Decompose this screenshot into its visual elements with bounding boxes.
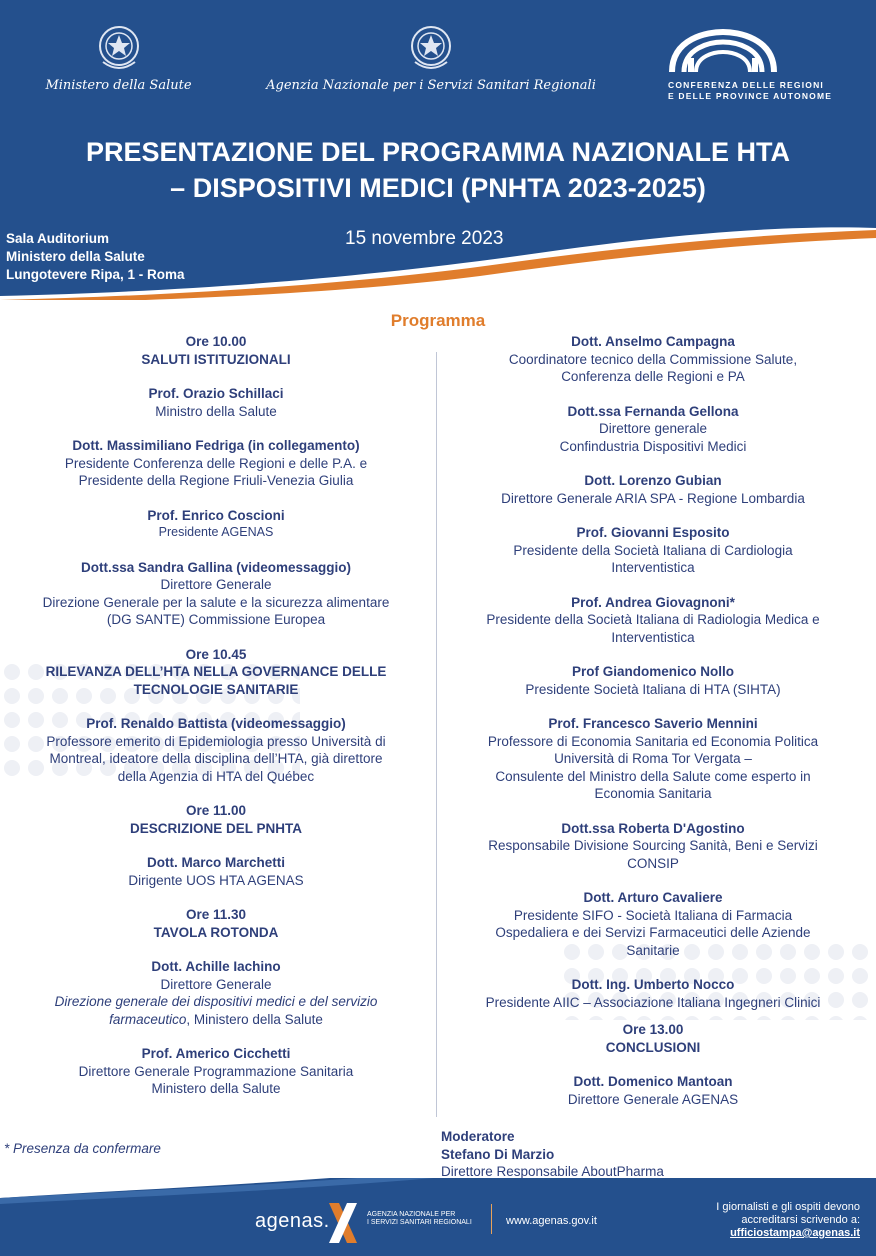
speaker-name: Dott. Ing. Umberto Nocco (571, 977, 735, 992)
title-line2: – DISPOSITIVI MEDICI (PNHTA 2023-2025) (170, 173, 706, 203)
session-time: Ore 10.00 (185, 334, 247, 349)
italian-emblem-icon (95, 22, 143, 74)
speaker-role: Responsabile Divisione Sourcing Sanità, Beni e Servizi (488, 838, 818, 853)
speaker-gubian (446, 472, 860, 507)
session-descrizione (4, 802, 428, 837)
speaker-role: Confindustria Dispositivi Medici (559, 438, 747, 454)
conferenza-caption-line2: E DELLE PROVINCE AUTONOME (668, 91, 833, 101)
session-title: DESCRIZIONE DEL PNHTA (129, 820, 302, 836)
footer-separator (491, 1204, 492, 1234)
event-date: 15 novembre 2023 (345, 228, 504, 249)
speaker-name: Dott.ssa Fernanda Gellona (567, 403, 739, 419)
speaker-name: Dott.ssa Roberta D'Agostino (561, 820, 745, 836)
conferenza-arches-icon (668, 28, 778, 76)
conferenza-logo (668, 28, 863, 102)
speaker-role: Professore di Economia Sanitaria ed Economia Politica (487, 733, 819, 749)
speaker-gellona (446, 403, 860, 456)
speaker-name: Prof. Giovanni Esposito (576, 525, 730, 540)
speaker-role-plain: , Ministero della Salute (186, 1011, 323, 1027)
speaker-role: Presidente Conferenza delle Regioni e delle P.A. e (64, 455, 368, 471)
speaker-role: CONSIP (627, 855, 679, 871)
speaker-role: Presidente della Regione Friuli-Venezia Giulia (78, 473, 354, 488)
speaker-name: Prof. Andrea Giovagnoni* (571, 594, 735, 610)
agenzia-caption: Agenzia Nazionale per i Servizi Sanitari Regionali (266, 78, 596, 93)
speaker-gallina (4, 559, 428, 629)
speaker-cicchetti (4, 1045, 428, 1098)
page-title (0, 134, 876, 206)
speaker-role: della Agenzia di HTA del Québec (117, 768, 315, 784)
speaker-role: Interventistica (611, 560, 695, 575)
speaker-name: Dott. Achille Iachino (151, 959, 281, 974)
agenas-full-line2: I SERVIZI SANITARI REGIONALI (367, 1219, 472, 1226)
footer-url-link[interactable]: www.agenas.gov.it (506, 1215, 597, 1227)
speaker-battista (4, 715, 428, 785)
speaker-name: Prof Giandomenico Nollo (571, 664, 734, 679)
session-tavola-rotonda (4, 906, 428, 941)
speaker-role: Professore emerito di Epidemiologia presso Università di (46, 733, 386, 749)
speaker-schillaci (4, 385, 428, 420)
speaker-role: Presidente della Società Italiana di Cardiologia (513, 542, 793, 558)
speaker-role: Direttore Generale ARIA SPA - Regione Lombardia (501, 490, 805, 506)
agenas-x-icon (325, 1201, 361, 1245)
speaker-role: Presidente AIIC – Associazione Italiana Ingegneri Clinici (485, 994, 821, 1010)
speaker-role: (DG SANTE) Commissione Europea (106, 612, 326, 627)
speaker-role: Ministro della Salute (155, 403, 277, 419)
speaker-role: Direttore Generale AGENAS (567, 1091, 739, 1107)
speaker-nocco (446, 976, 860, 1011)
session-rilevanza (4, 646, 428, 699)
speaker-cavaliere (446, 889, 860, 959)
speaker-role: Direzione generale dei dispositivi medici e del servizio (54, 994, 378, 1009)
speaker-role: Università di Roma Tor Vergata – (554, 751, 752, 766)
footer-note-line2: accreditarsi scrivendo a: (741, 1214, 860, 1226)
session-title: RILEVANZA DELL’HTA NELLA GOVERNANCE DELLE (45, 664, 387, 679)
speaker-name: Dott. Arturo Cavaliere (583, 890, 723, 905)
speaker-role: Sanitarie (626, 942, 680, 958)
venue-line2: Ministero della Salute (6, 249, 145, 264)
speaker-role: Coordinatore tecnico della Commissione Salute, (508, 351, 798, 367)
speaker-mantoan (446, 1073, 860, 1108)
programma-heading: Programma (390, 311, 486, 330)
ministero-caption: Ministero della Salute (45, 78, 192, 93)
agenas-full-line1: AGENZIA NAZIONALE PER (367, 1211, 456, 1218)
italian-emblem-icon (407, 22, 455, 74)
speaker-name: Prof. Orazio Schillaci (148, 386, 284, 401)
column-divider (436, 352, 437, 1117)
footer-accreditation-note (650, 1201, 860, 1240)
speaker-role: Direttore Generale (160, 577, 272, 592)
speaker-name: Prof. Renaldo Battista (videomessaggio) (86, 716, 346, 731)
conferenza-caption-line1: CONFERENZA DELLE REGIONI (668, 80, 824, 90)
title-line1: PRESENTAZIONE DEL PROGRAMMA NAZIONALE HTA (85, 137, 790, 167)
speaker-iachino (4, 958, 428, 1028)
speaker-role-line (4, 1011, 428, 1029)
session-title: TECNOLOGIE SANITARIE (133, 681, 299, 697)
speaker-name: Prof. Enrico Coscioni (147, 507, 285, 523)
session-time: Ore 11.30 (185, 907, 247, 922)
speaker-name: Prof. Francesco Saverio Mennini (548, 716, 758, 731)
venue-line3: Lungotevere Ripa, 1 - Roma (6, 267, 185, 282)
speaker-role: Presidente AGENAS (158, 525, 274, 539)
speaker-name: Dott. Domenico Mantoan (573, 1074, 733, 1089)
moderator-block (441, 1128, 664, 1181)
footer-note-line1: I giornalisti e gli ospiti devono (716, 1201, 860, 1213)
session-time: Ore 10.45 (185, 646, 247, 662)
moderator-name: Stefano Di Marzio (441, 1146, 555, 1162)
speaker-role: Consulente del Ministro della Salute come esperto in (495, 768, 811, 784)
speaker-esposito (446, 524, 860, 577)
speaker-role: Direttore Generale Programmazione Sanitaria (78, 1063, 354, 1079)
speaker-role: Ministero della Salute (151, 1081, 281, 1096)
speaker-role: Presidente della Società Italiana di Radiologia Medica e (486, 612, 820, 627)
speaker-role: Direttore Generale (160, 976, 272, 992)
ministero-logo (26, 22, 211, 93)
speaker-name: Prof. Americo Cicchetti (141, 1046, 291, 1061)
speaker-role: Direzione Generale per la salute e la sicurezza alimentare (42, 594, 390, 610)
speaker-nollo (446, 663, 860, 698)
venue-line1: Sala Auditorium (6, 231, 110, 246)
press-email-link[interactable]: ufficiostampa@agenas.it (730, 1227, 860, 1239)
speaker-name: Dott. Lorenzo Gubian (584, 473, 722, 488)
speaker-role: Presidente Società Italiana di HTA (SIHTA) (525, 681, 781, 697)
session-title: CONCLUSIONI (605, 1039, 701, 1055)
moderator-label: Moderatore (441, 1129, 515, 1144)
speaker-role: Presidente SIFO - Società Italiana di Farmacia (513, 907, 793, 923)
speaker-role: Dirigente UOS HTA AGENAS (128, 872, 304, 888)
session-saluti (4, 333, 428, 368)
speaker-coscioni (4, 507, 428, 542)
speaker-name: Dott. Marco Marchetti (146, 855, 285, 870)
speaker-role: Conferenza delle Regioni e PA (561, 369, 745, 384)
venue (6, 230, 185, 284)
session-conclusioni (446, 1021, 860, 1056)
speaker-role: Interventistica (611, 629, 695, 645)
session-title: SALUTI ISTITUZIONALI (141, 351, 291, 367)
agenas-wordmark: agenas. (255, 1210, 330, 1232)
speaker-mennini (446, 715, 860, 803)
agenas-full-name (367, 1211, 487, 1227)
moderator-role: Direttore Responsabile AboutPharma (441, 1164, 664, 1179)
speaker-name: Dott.ssa Sandra Gallina (videomessaggio) (80, 559, 352, 575)
program-left-column (4, 333, 428, 1115)
speaker-role: Ospedaliera e dei Servizi Farmaceutici delle Aziende (495, 925, 811, 940)
speaker-role: Direttore generale (598, 421, 708, 436)
footnote: * Presenza da confermare (4, 1141, 161, 1156)
speaker-role: Montreal, ideatore della disciplina dell’HTA, già direttore (49, 751, 383, 766)
agenzia-logo (250, 22, 612, 93)
speaker-fedriga (4, 437, 428, 490)
session-title: TAVOLA ROTONDA (153, 924, 279, 940)
speaker-dagostino (446, 820, 860, 873)
speaker-name: Dott. Anselmo Campagna (571, 334, 735, 349)
speaker-role-italic: farmaceutico (109, 1011, 187, 1027)
speaker-campagna (446, 333, 860, 386)
speaker-role: Economia Sanitaria (594, 786, 712, 801)
speaker-marchetti (4, 854, 428, 889)
program-right-column (446, 333, 860, 1125)
speaker-name: Dott. Massimiliano Fedriga (in collegamento) (72, 438, 360, 453)
speaker-giovagnoni (446, 594, 860, 647)
session-time: Ore 13.00 (622, 1022, 684, 1037)
session-time: Ore 11.00 (185, 803, 247, 818)
